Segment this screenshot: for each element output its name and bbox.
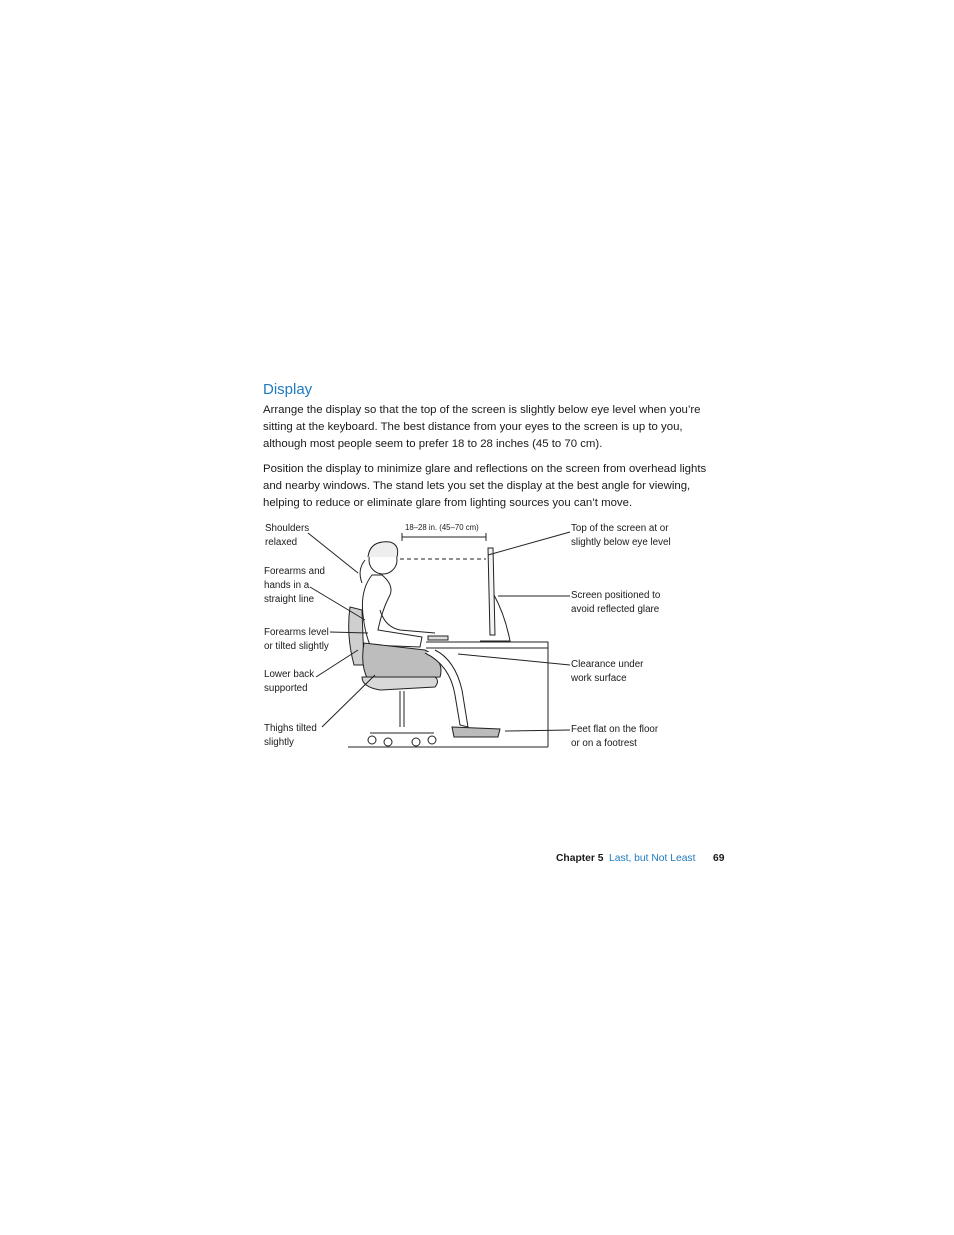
label-thighs: Thighs tilted slightly: [264, 723, 317, 748]
label-clearance: Clearance under work surface: [571, 659, 644, 684]
section-heading: Display: [263, 381, 313, 398]
label-lower-back: Lower back supported: [264, 669, 315, 694]
label-shoulders: Shoulders relaxed: [265, 523, 310, 548]
paragraph-2: Position the display to minimize glare and reflections on the screen from overhead lights and nearby windows. The stand lets you set the display at the best angle for viewing, helping to reduce or eliminate glare from lighting sources you can’t move.: [263, 463, 707, 509]
label-screen-glare: Screen positioned to avoid reflected glare: [571, 590, 661, 615]
label-top-of-screen: Top of the screen at or slightly below eye level: [571, 523, 671, 548]
label-feet: Feet flat on the floor or on a footrest: [571, 724, 659, 749]
label-forearms-hands: Forearms and hands in a straight line: [264, 566, 325, 605]
footer-chapter-title[interactable]: Last, but Not Least: [609, 853, 696, 864]
page-number: 69: [713, 853, 725, 864]
distance-label: 18–28 in. (45–70 cm): [405, 523, 479, 532]
label-forearms-level: Forearms level or tilted slightly: [264, 627, 329, 652]
ergonomics-figure: [250, 515, 700, 755]
footer-chapter: Chapter 5: [556, 853, 604, 864]
paragraph-1: Arrange the display so that the top of the screen is slightly below eye level when you’re sitting at the keyboard. The best distance from your eyes to the screen is up to you, although most people seem to prefer 18 to 28 inches (45 to 70 cm).: [263, 404, 701, 450]
